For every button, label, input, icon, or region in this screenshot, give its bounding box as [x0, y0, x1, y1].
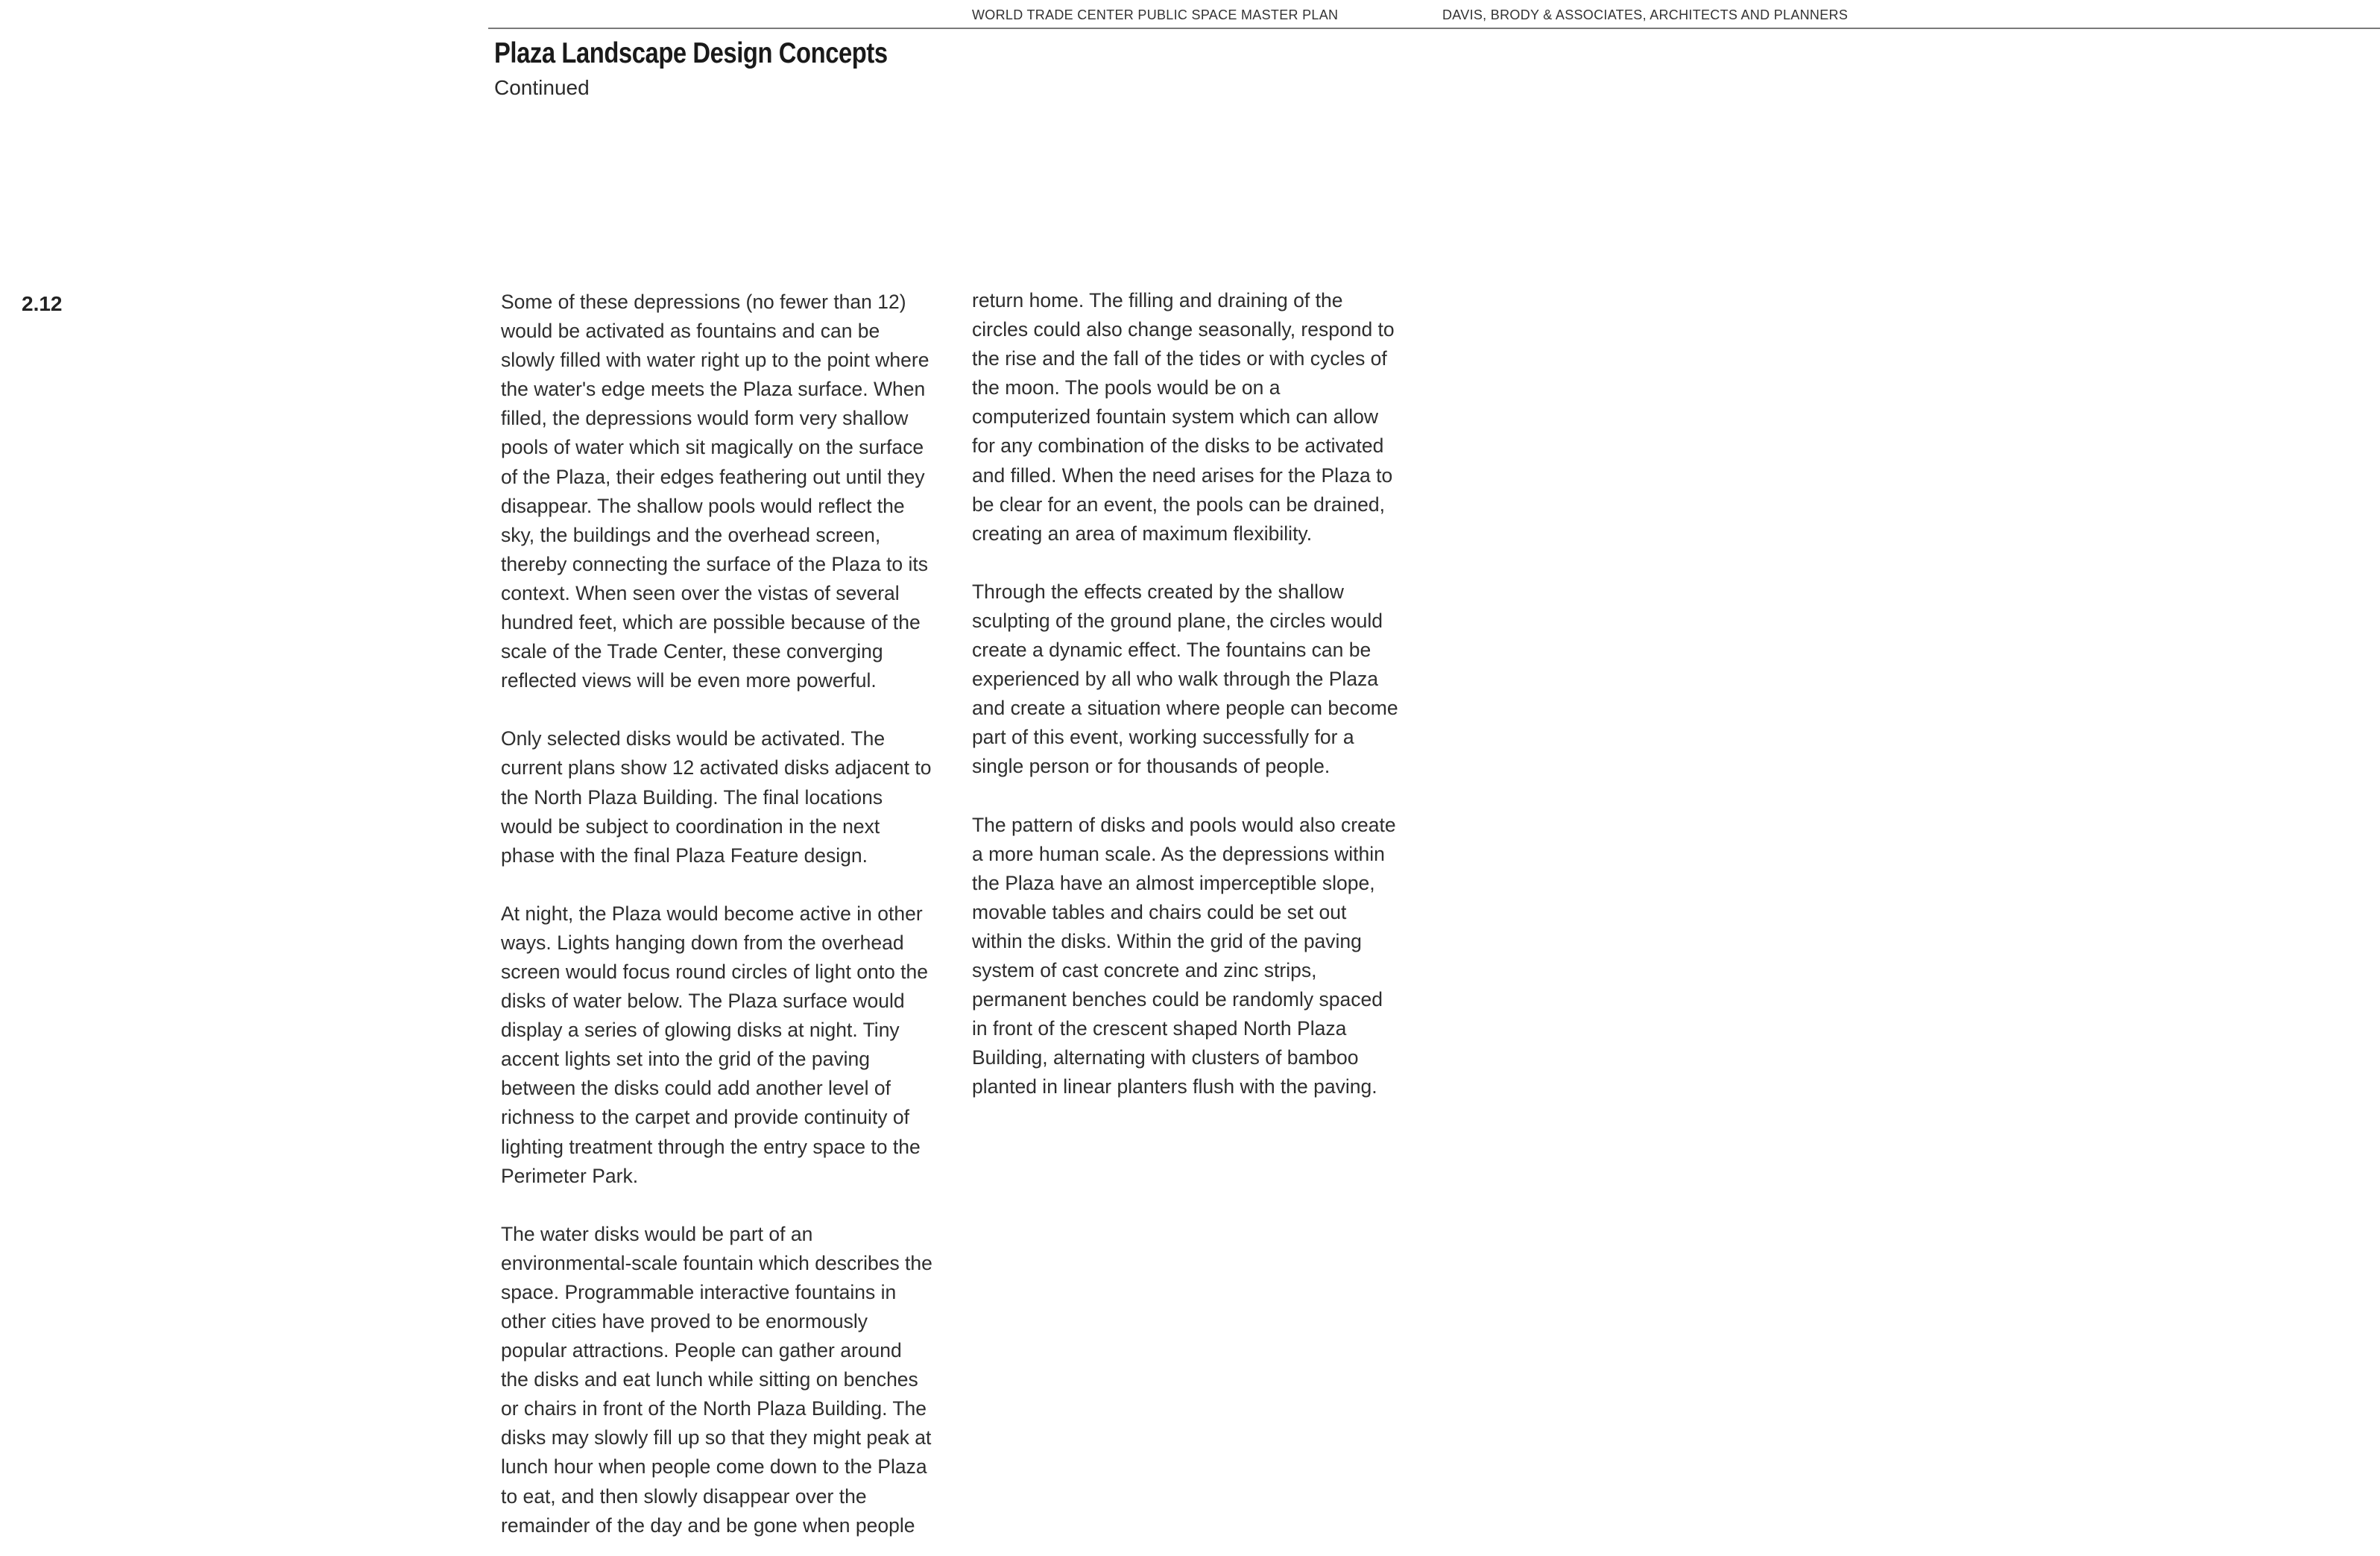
paragraph-line: At night, the Plaza would become active in other [501, 902, 923, 925]
section-subtitle: Continued [494, 76, 590, 99]
paragraph-line: be clear for an event, the pools can be drained, [972, 493, 1385, 516]
paragraph-line: system of cast concrete and zinc strips, [972, 958, 1317, 981]
paragraph-line: sculpting of the ground plane, the circles would [972, 609, 1383, 632]
paragraph-line: ways. Lights hanging down from the overhead [501, 931, 904, 954]
paragraph-line: circles could also change seasonally, respond to [972, 318, 1395, 341]
paragraph-line: richness to the carpet and provide continuity of [501, 1106, 909, 1129]
header-rule [488, 28, 2380, 29]
paragraph-line: disks may slowly fill up so that they might peak at [501, 1426, 932, 1449]
paragraph-line: reflected views will be even more powerful. [501, 669, 877, 692]
body-paragraph [972, 811, 1434, 1102]
paragraph-line: disks of water below. The Plaza surface would [501, 990, 905, 1013]
body-paragraph [501, 899, 963, 1191]
paragraph-line: to eat, and then slowly disappear over the [501, 1484, 867, 1508]
paragraph-line: Some of these depressions (no fewer than 12) [501, 291, 906, 313]
paragraph-line: of the Plaza, their edges feathering out until they [501, 465, 925, 488]
paragraph-line: and filled. When the need arises for the Plaza to [972, 464, 1393, 487]
paragraph-line: within the disks. Within the grid of the paving [972, 929, 1362, 952]
paragraph-line: for any combination of the disks to be activated [972, 434, 1384, 458]
body-paragraph [972, 578, 1434, 782]
paragraph-line: sky, the buildings and the overhead screen, [501, 523, 881, 546]
paragraph-line: hundred feet, which are possible because of the [501, 611, 921, 634]
paragraph-line: creating an area of maximum flexibility. [972, 522, 1313, 545]
body-paragraph [501, 1220, 963, 1540]
paragraph-line: slowly filled with water right up to the point where [501, 349, 929, 372]
paragraph-line: and create a situation where people can become [972, 697, 1398, 720]
paragraph-line: create a dynamic effect. The fountains can be [972, 639, 1372, 662]
paragraph-line: would be activated as fountains and can be [501, 320, 880, 343]
paragraph-line: experienced by all who walk through the Plaza [972, 668, 1379, 691]
paragraph-line: Perimeter Park. [501, 1164, 639, 1187]
paragraph-line: filled, the depressions would form very shallow [501, 407, 909, 430]
paragraph-line: scale of the Trade Center, these converging [501, 640, 883, 663]
paragraph-line: Through the effects created by the shallow [972, 580, 1344, 603]
paragraph-line: planted in linear planters flush with the paving. [972, 1075, 1377, 1098]
paragraph-line: the rise and the fall of the tides or with cycles of [972, 347, 1387, 370]
paragraph-line: the moon. The pools would be on a [972, 376, 1281, 399]
header-document-title: WORLD TRADE CENTER PUBLIC SPACE MASTER PLAN [972, 7, 1339, 22]
paragraph-line: between the disks could add another level of [501, 1077, 891, 1100]
section-title: Plaza Landscape Design Concepts [494, 37, 888, 69]
paragraph-line: part of this event, working successfully for a [972, 726, 1354, 749]
paragraph-line: the North Plaza Building. The final locations [501, 785, 883, 809]
paragraph-line: thereby connecting the surface of the Plaza to its [501, 552, 929, 575]
paragraph-line: environmental-scale fountain which describes the [501, 1251, 932, 1274]
paragraph-line: screen would focus round circles of light onto the [501, 960, 929, 983]
paragraph-line: other cities have proved to be enormously [501, 1310, 868, 1332]
left-text-column [501, 288, 963, 1556]
header-firm-name: DAVIS, BRODY & ASSOCIATES, ARCHITECTS AND PLANNERS [1442, 7, 1849, 22]
body-paragraph [501, 288, 963, 695]
paragraph-line: display a series of glowing disks at night. Tiny [501, 1019, 900, 1042]
paragraph-line: the disks and eat lunch while sitting on benches [501, 1368, 918, 1391]
paragraph-line: phase with the final Plaza Feature design. [501, 844, 868, 867]
paragraph-line: context. When seen over the vistas of several [501, 581, 900, 604]
paragraph-line: single person or for thousands of people. [972, 755, 1331, 778]
paragraph-line: or chairs in front of the North Plaza Building. The [501, 1397, 927, 1420]
paragraph-line: lunch hour when people come down to the Plaza [501, 1455, 927, 1478]
paragraph-line: would be subject to coordination in the next [501, 815, 880, 838]
paragraph-line: popular attractions. People can gather around [501, 1339, 902, 1362]
paragraph-line: a more human scale. As the depressions within [972, 842, 1385, 865]
paragraph-line: pools of water which sit magically on the surface [501, 436, 924, 459]
paragraph-line: The water disks would be part of an [501, 1222, 813, 1245]
body-paragraph [972, 286, 1434, 548]
paragraph-line: lighting treatment through the entry space to the [501, 1135, 921, 1158]
paragraph-line: return home. The filling and draining of the [972, 289, 1343, 311]
paragraph-line: movable tables and chairs could be set out [972, 900, 1347, 923]
paragraph-line: Building, alternating with clusters of bamboo [972, 1046, 1359, 1069]
paragraph-line: in front of the crescent shaped North Plaza [972, 1017, 1347, 1040]
paragraph-line: computerized fountain system which can allow [972, 405, 1378, 428]
right-text-column [972, 286, 1434, 1130]
paragraph-line: remainder of the day and be gone when people [501, 1514, 915, 1537]
paragraph-line: accent lights set into the grid of the paving [501, 1048, 870, 1071]
paragraph-line: space. Programmable interactive fountains in [501, 1280, 897, 1303]
paragraph-line: the water's edge meets the Plaza surface. When [501, 378, 926, 401]
paragraph-line: disappear. The shallow pools would reflect the [501, 494, 905, 517]
paragraph-line: the Plaza have an almost imperceptible slope, [972, 871, 1375, 894]
page-number: 2.12 [22, 292, 63, 315]
paragraph-line: permanent benches could be randomly spaced [972, 988, 1383, 1011]
body-paragraph [501, 724, 963, 870]
paragraph-line: Only selected disks would be activated. The [501, 727, 886, 750]
paragraph-line: The pattern of disks and pools would also create [972, 813, 1396, 836]
paragraph-line: current plans show 12 activated disks adjacent to [501, 756, 932, 779]
